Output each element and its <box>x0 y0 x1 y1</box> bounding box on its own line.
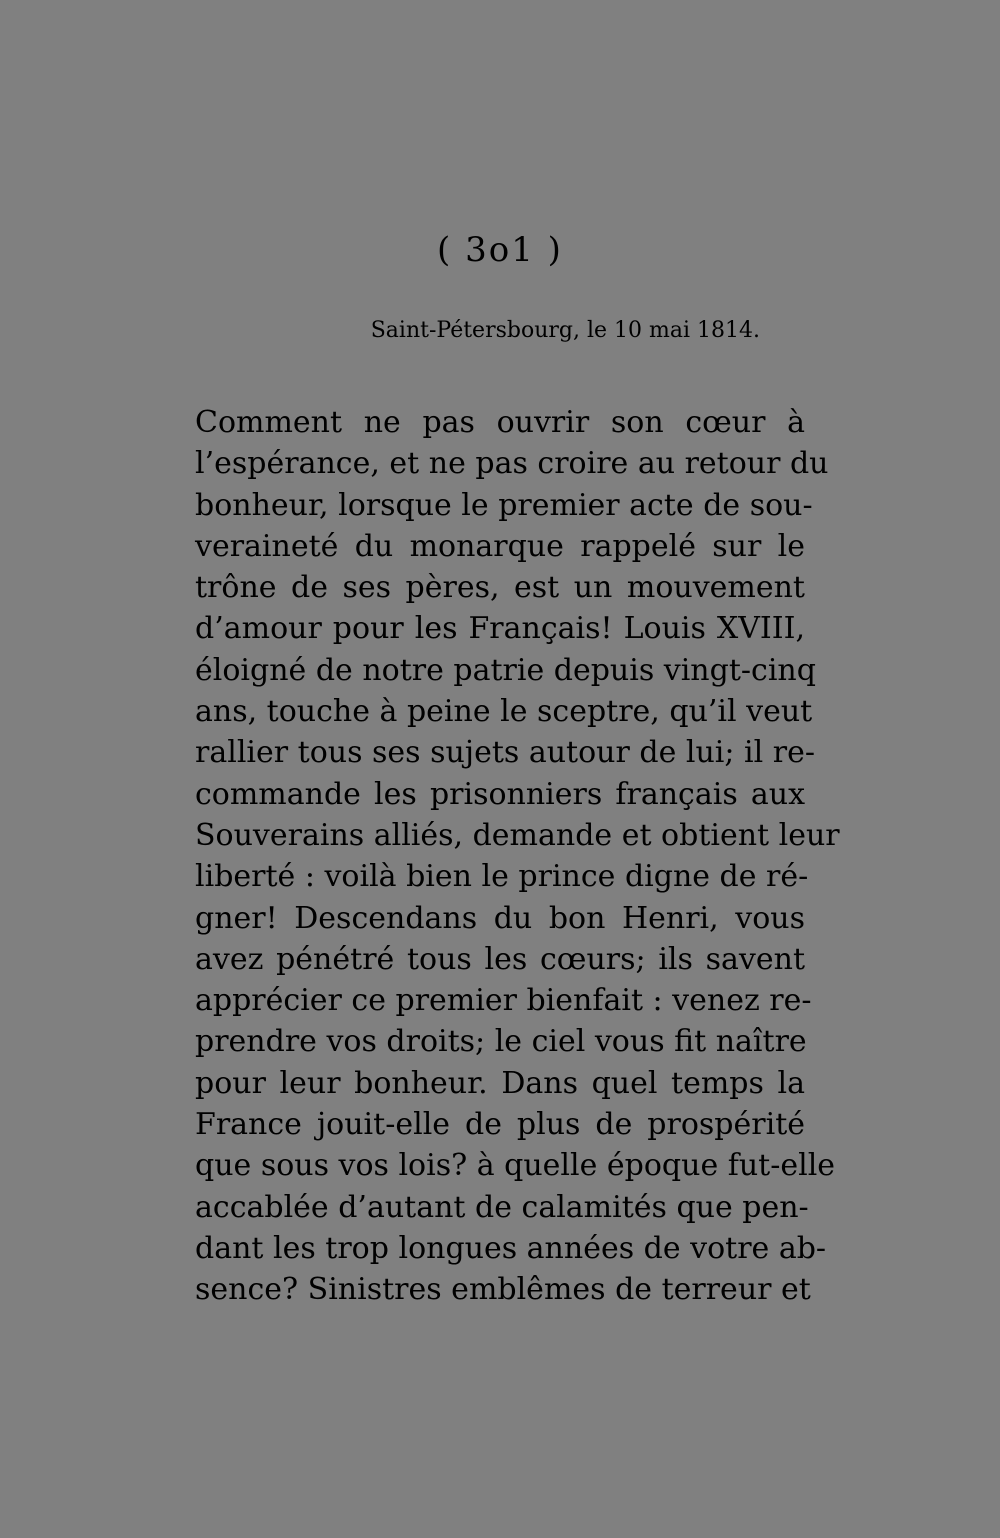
text-line: d’amour pour les Français! Louis XVIII, <box>195 611 805 647</box>
text-line: sence? Sinistres emblêmes de terreur et <box>195 1272 811 1308</box>
body-text <box>195 402 840 1311</box>
text-line: commande les prisonniers français aux <box>195 776 805 812</box>
text-line: apprécier ce premier bienfait : venez re- <box>195 983 812 1019</box>
text-line: Comment ne pas ouvrir son cœur à <box>195 405 805 440</box>
text-line: trône de ses pères, est un mouvement <box>195 570 805 606</box>
text-line: gner! Descendans du bon Henri, vous <box>195 900 805 936</box>
text-line: l’espérance, et ne pas croire au retour du <box>195 446 829 482</box>
text-line: bonheur, lorsque le premier acte de sou- <box>195 487 813 523</box>
text-line: veraineté du monarque rappelé sur le <box>195 528 805 564</box>
text-line: pour leur bonheur. Dans quel temps la <box>195 1065 805 1101</box>
text-line: France jouit-elle de plus de prospérité <box>195 1107 805 1143</box>
text-line: éloigné de notre patrie depuis vingt-cinq <box>195 652 816 688</box>
text-line: que sous vos lois? à quelle époque fut-elle <box>195 1148 836 1184</box>
text-line: dant les trop longues années de votre ab- <box>195 1230 827 1266</box>
text-line: rallier tous ses sujets autour de lui; il re- <box>195 735 815 771</box>
text-line: liberté : voilà bien le prince digne de ré- <box>195 859 809 895</box>
dateline: Saint-Pétersbourg, le 10 mai 1814. <box>370 318 760 343</box>
text-line: prendre vos droits; le ciel vous fit naître <box>195 1024 807 1060</box>
text-line: Souverains alliés, demande et obtient leur <box>195 817 840 853</box>
text-line: ans, touche à peine le sceptre, qu’il veut <box>195 694 813 730</box>
text-line: avez pénétré tous les cœurs; ils savent <box>195 941 805 977</box>
text-line: accablée d’autant de calamités que pen- <box>195 1189 809 1225</box>
page-number: ( 3o1 ) <box>437 230 563 270</box>
